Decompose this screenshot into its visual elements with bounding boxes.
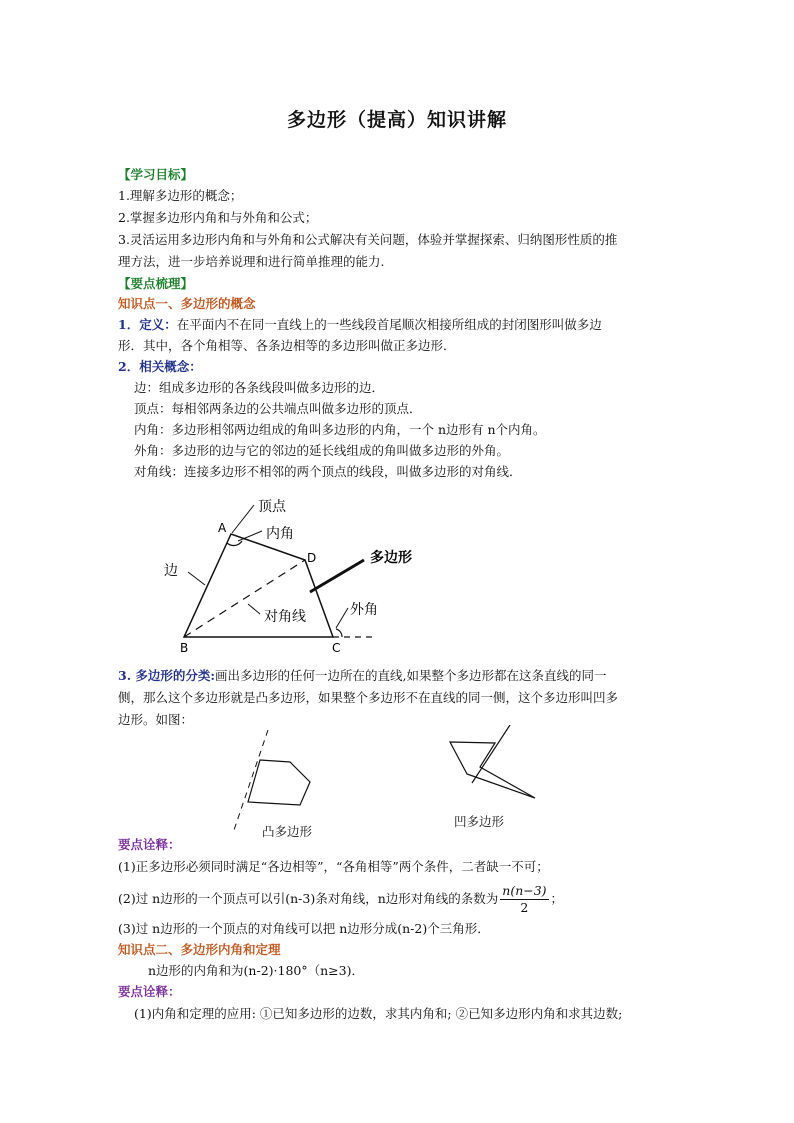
classification-line-2: 侧，那么这个多边形就是凸多边形，如果整个多边形不在直线的同一侧，这个多边形叫凹多 xyxy=(118,690,619,705)
label-diagonal: 对角线 xyxy=(264,609,306,625)
definition-line-2: 形．其中，各个角相等、各条边相等的多边形叫做正多边形． xyxy=(118,338,456,353)
definition-label: 1．定义： xyxy=(118,317,177,332)
page-title: 多边形（提高）知识讲解 xyxy=(286,109,507,131)
classification-line-3: 边形。如图： xyxy=(118,712,194,727)
label-A: A xyxy=(218,521,227,535)
label-D: D xyxy=(307,551,317,565)
definition-text: 在平面内不在同一直线上的一些线段首尾顺次相接所组成的封闭图形叫做多边 xyxy=(176,317,602,332)
diagonal-pointer xyxy=(248,604,260,614)
exterior-angle-arc xyxy=(336,629,342,637)
kp2-heading: 知识点二、多边形内角和定理 xyxy=(118,942,281,957)
fraction-suffix: ； xyxy=(550,891,564,906)
classification-line xyxy=(118,666,607,686)
note-item-text: (2)过 n边形的一个顶点可以引(n-3)条对角线，n边形对角线的条数为 xyxy=(118,891,499,906)
concept-vertex: 顶点：每相邻两条边的公共端点叫做多边形的顶点． xyxy=(134,401,422,416)
label-C: C xyxy=(332,641,341,655)
interior-angle-arc xyxy=(227,541,242,546)
exterior-pointer xyxy=(336,608,348,628)
kp1-heading: 知识点一、多边形的概念 xyxy=(118,296,256,311)
objective-item: 2.掌握多边形内角和与外角和公式； xyxy=(118,210,318,225)
concave-caption: 凹多边形 xyxy=(454,814,505,829)
vertex-pointer xyxy=(232,505,254,533)
convex-caption: 凸多边形 xyxy=(262,824,313,839)
note-item: (3)过 n边形的一个顶点的对角线可以把 n边形分成(n-2)个三角形． xyxy=(118,921,490,936)
polygon-abcd xyxy=(184,534,333,637)
label-interior: 内角 xyxy=(266,526,294,542)
objective-item: 理方法，进一步培养说理和进行简单推理的能力. xyxy=(118,254,385,269)
concept-exterior-angle: 外角：多边形的边与它的邻边的延长线组成的角叫做多边形的外角。 xyxy=(134,443,510,458)
key-points-heading: 【要点梳理】 xyxy=(118,276,194,291)
interior-angle-sum-formula: n边形的内角和为(n-2)·180°（n≥3)． xyxy=(148,963,364,978)
label-vertex: 顶点 xyxy=(258,499,286,515)
note-item-fraction xyxy=(118,882,563,916)
definition-line xyxy=(118,315,602,335)
label-side: 边 xyxy=(164,563,178,579)
label-B: B xyxy=(180,641,189,655)
note-item: (1)正多边形必须同时满足“各边相等”，“各角相等”两个条件，二者缺一不可； xyxy=(118,859,549,874)
concept-side: 边：组成多边形的各条线段叫做多边形的边． xyxy=(134,380,385,395)
interior-pointer xyxy=(238,531,262,541)
concave-polygon xyxy=(450,742,535,798)
side-pointer xyxy=(188,572,205,585)
related-concepts-label: 2．相关概念： xyxy=(118,359,202,374)
concept-diagonal: 对角线：连接多边形不相邻的两个顶点的线段，叫做多边形的对角线． xyxy=(134,464,522,479)
diagonal-count-fraction xyxy=(500,883,548,916)
fraction-numerator: n(n−3) xyxy=(502,883,547,898)
notes2-item: (1)内角和定理的应用: ①已知多边形的边数，求其内角和; ②已知多边形内角和求其边数; xyxy=(134,1006,623,1021)
convex-polygon xyxy=(248,760,310,805)
objective-item: 1.理解多边形的概念； xyxy=(118,188,243,203)
objectives-heading: 【学习目标】 xyxy=(118,167,194,182)
polygon-pointer xyxy=(310,560,364,592)
label-exterior: 外角 xyxy=(350,602,378,618)
objective-item: 3.灵活运用多边形内角和与外角和公式解决有关问题，体验并掌握探索、归纳图形性质的推 xyxy=(118,232,618,247)
concave-reference-line xyxy=(472,725,510,783)
notes2-heading: 要点诠释： xyxy=(118,984,181,999)
polygon-diagram xyxy=(150,490,440,660)
convex-reference-line xyxy=(234,730,268,830)
fraction-denominator: 2 xyxy=(520,900,529,915)
classification-label: 3. 多边形的分类: xyxy=(118,668,216,683)
notes1-heading: 要点诠释： xyxy=(118,837,181,852)
label-polygon: 多边形 xyxy=(370,550,412,566)
classification-text: 画出多边形的任何一边所在的直线,如果整个多边形都在这条直线的同一 xyxy=(215,668,607,683)
concept-interior-angle: 内角：多边形相邻两边组成的角叫多边形的内角，一个 n边形有 n个内角。 xyxy=(134,422,546,437)
